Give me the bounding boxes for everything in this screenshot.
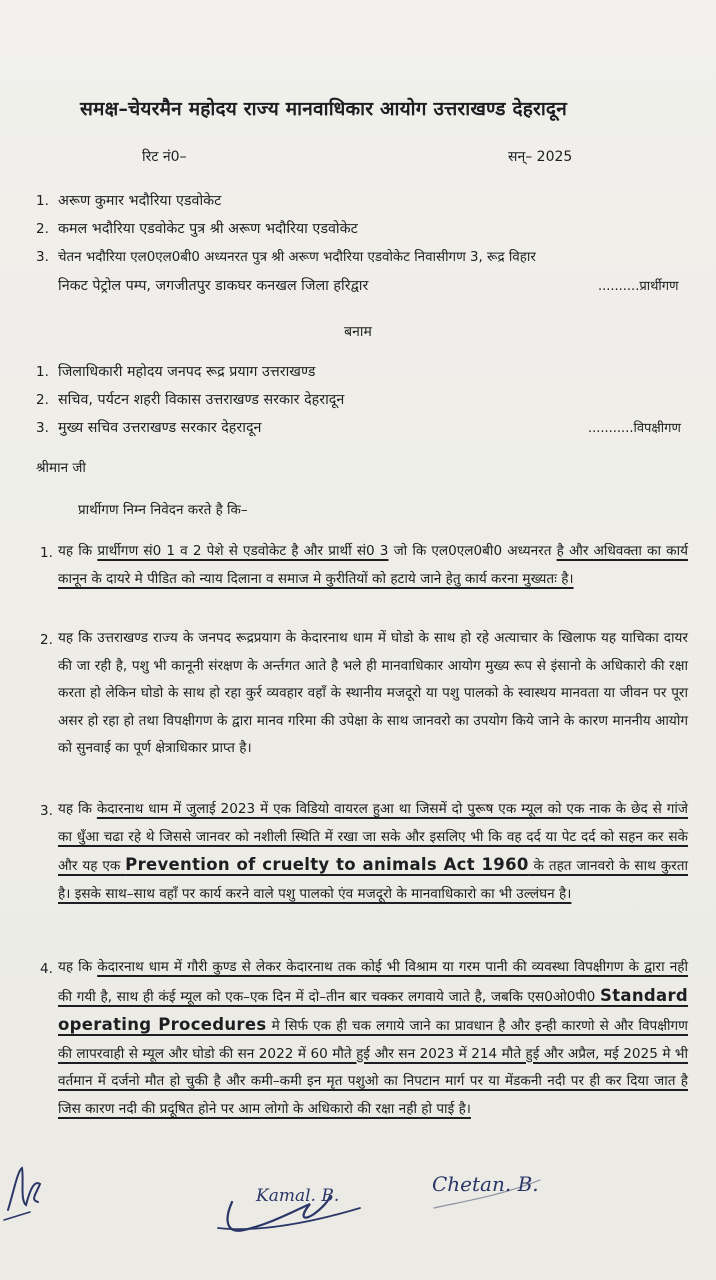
paragraph-1 bbox=[58, 538, 688, 593]
para-4-underlined: केदारनाथ धाम में गौरी कुण्ड से लेकर केदारनाथ तक कोई भी विश्राम या गरम पानी की व्यवस्था विपक्षीगण के द्वारा नही की गयी है, साथ ही कंई म्यूल को एक–एक दिन में दो–तीन बार चक्कर लगवाये जाते है, जबकि एस0ओ0पी0 bbox=[58, 959, 688, 1005]
signature-kamal bbox=[210, 1168, 380, 1252]
petitioner-3-address: निकट पेट्रोल पम्प, जगजीतपुर डाकघर कनखल जिला हरिद्वार bbox=[58, 278, 369, 294]
respondent-1: जिलाधिकारी महोदय जनपद रूद्र प्रयाग उत्तराखण्ड bbox=[58, 364, 316, 380]
respondent-number: 1. bbox=[36, 364, 49, 380]
respondents-tag: ...........विपक्षीगण bbox=[588, 421, 681, 436]
versus-label: बनाम bbox=[344, 324, 372, 340]
writ-number-label: रिट नं0– bbox=[142, 149, 187, 165]
year-label: सन्– 2025 bbox=[508, 149, 573, 165]
intro-line: प्रार्थीगण निम्न निवेदन करते है कि– bbox=[78, 502, 248, 518]
para-3-underlined: केदारनाथ धाम में जुलाई 2023 में एक विडियो वायरल हुआ था जिसमें दो पुरूष एक म्यूल को एक नाक के छेद से गांजे का धुँआ चढा रहे थे जिससे जानवर को नशीली स्थिति में रखा जा सके और इसलिए भी कि वह दर्द या पेट दर्द को सहन कर सके और यह एक bbox=[58, 801, 688, 874]
respondent-number: 3. bbox=[36, 420, 49, 436]
para-3-lead: यह कि bbox=[58, 801, 97, 817]
paragraph-4 bbox=[58, 954, 688, 1123]
signature-chetan-text: Chetan. B. bbox=[432, 1172, 539, 1196]
signature-left-mark bbox=[0, 1150, 60, 1230]
respondent-3: मुख्य सचिव उत्तराखण्ड सरकार देहरादून bbox=[58, 420, 262, 436]
document-heading: समक्ष–चेयरमैन महोदय राज्य मानवाधिकार आयोग उत्तराखण्ड देहरादून bbox=[80, 98, 567, 120]
para-4-underlined-end: मे सिर्फ एक ही चक लगाये जाने का प्रावधान है और इन्ही कारणो से और विपक्षीगण की लापरवाही से म्यूल और घोडो की सन 2022 में 60 मौते हुई और सन 2023 में 214 मौते हुई और अप्रैल, मई 2025 मे भी वर्तमान में दर्जनो मौत हो चुकी है और कमी–कमी इन मृत पशुओ का निपटान मार्ग पर या मेंडकनी नदी पर ही कर दिया जात है जिस कारण नदी की प्रदूषित होने पर आम लोगो के अधिकारो की रक्षा नही हो पाई है। bbox=[58, 1018, 688, 1117]
para-4-number: 4. bbox=[40, 961, 53, 977]
para-1-underlined: प्रार्थीगण सं0 1 व 2 पेशे से एडवोकेट है और प्रार्थी सं0 3 bbox=[97, 543, 389, 559]
petitioners-tag: ..........प्रार्थीगण bbox=[598, 279, 679, 294]
para-1-lead: यह कि bbox=[58, 543, 98, 559]
respondent-number: 2. bbox=[36, 392, 49, 408]
petitioner-3: चेतन भदौरिया एल0एल0बी0 अध्यनरत पुत्र श्री अरूण भदौरिया एडवोकेट निवासीगण 3, रूद्र विहार bbox=[58, 250, 536, 265]
signature-chetan bbox=[430, 1162, 560, 1226]
petitioner-number: 3. bbox=[36, 249, 49, 265]
petitioner-number: 1. bbox=[36, 193, 49, 209]
para-3-number: 3. bbox=[40, 803, 53, 819]
para-2-number: 2. bbox=[40, 632, 53, 648]
para-4-lead: यह कि bbox=[58, 959, 98, 975]
petitioner-2: कमल भदौरिया एडवोकेट पुत्र श्री अरूण भदौरिया एडवोकेट bbox=[58, 221, 358, 237]
signature-kamal-text: Kamal. B. bbox=[256, 1186, 340, 1206]
paragraph-2: यह कि उत्तराखण्ड राज्य के जनपद रूद्रप्रयाग के केदारनाथ धाम में घोडो के साथ हो रहे अत्याचार के खिलाफ यह याचिका दायर की जा रही है, पशु भी कानूनी संरक्षण के अर्न्तगत आते है भले ही मानवाधिकार आयोग मुख्य रूप से इंसानो के अधिकारो की रक्षा करता हो लेकिन घोडो के साथ हो रहा कुर्र व्यवहार वहाँ के स्थानीय मजदूरो या पशु पालको के स्वास्थय मानवता या जीवन पर पूरा असर हो रहा हो तथा विपक्षीगण के द्वारा मानव गरिमा की उपेक्षा के साथ जानवरो का उपयोग किये जाने के कारण माननीय आयोग को सुनवाई का पूर्ण क्षेत्राधिकार प्राप्त है। bbox=[58, 630, 688, 756]
paragraph-3 bbox=[58, 796, 688, 908]
respondent-2: सचिव, पर्यटन शहरी विकास उत्तराखण्ड सरकार देहरादून bbox=[58, 392, 345, 408]
petitioner-1: अरूण कुमार भदौरिया एडवोकेट bbox=[58, 193, 222, 209]
para-1-underlined-end: है और अधिवक्ता का कार्य कानून के दायरे मे पीडित को न्याय दिलाना व समाज मे कुरीतियों को हटाये जाने हेतु कार्य करना मुख्यतः है। bbox=[58, 543, 688, 587]
signature-kamal-scribble bbox=[210, 1168, 380, 1248]
para-1-number: 1. bbox=[40, 545, 53, 561]
petitioner-number: 2. bbox=[36, 221, 49, 237]
para-1-mid: जो कि एल0एल0बी0 अध्यनरत bbox=[388, 543, 557, 559]
salutation: श्रीमान जी bbox=[36, 460, 86, 476]
para-3-act-name: Prevention of cruelty to animals Act 1960 bbox=[125, 855, 529, 874]
para-3-underlined-end: के तहत जानवरो के साथ कुरता है। इसके साथ–साथ वहाँ पर कार्य करने वाले पशु पालको एंव मजदूरो के मानवाधिकारो का भी उल्लंघन है। bbox=[58, 858, 688, 902]
para-4-sop-name: Standard operating Procedures bbox=[58, 985, 688, 1034]
